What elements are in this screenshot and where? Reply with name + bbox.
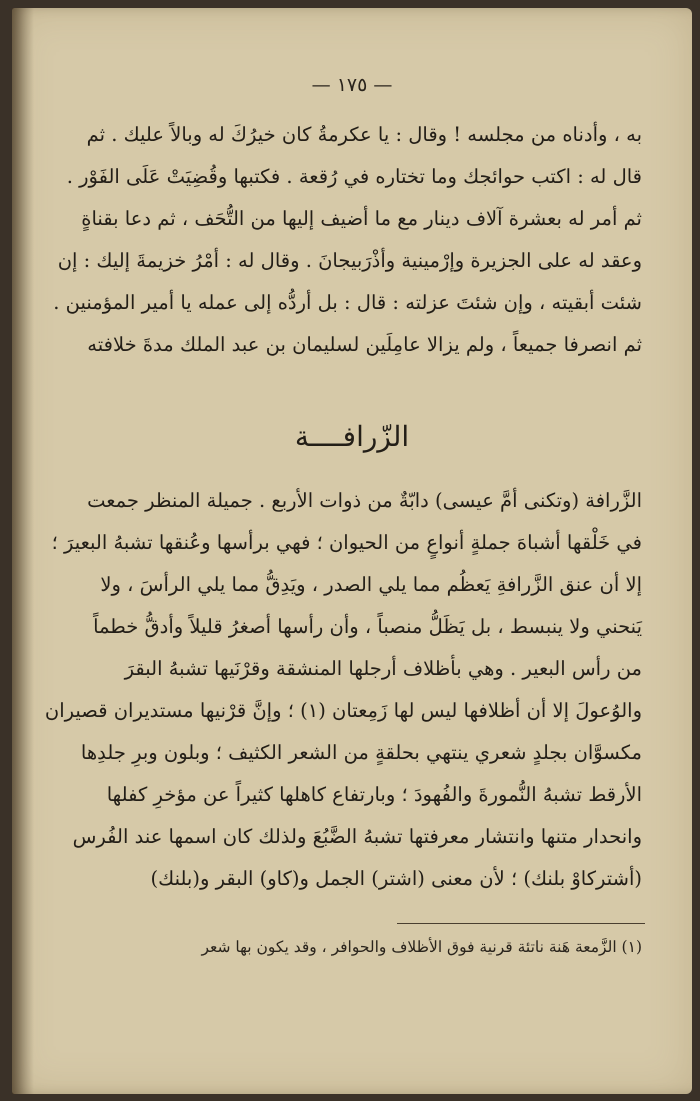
text-line: الأرقط تشبهُ النُّمورةَ والفُهودَ ؛ وبارتفاع كاهلها كثيراً عن مؤخرِ كفلها	[106, 783, 642, 806]
section-title: الزّرافــــة	[294, 420, 410, 453]
top-paragraph	[53, 114, 642, 366]
footnote-divider	[397, 923, 645, 924]
text-line: (أشتركاوْ بلنك) ؛ لأن معنى (اشتر) الجمل و(كاو) البقر و(بلنك)	[150, 867, 642, 890]
body-paragraph	[44, 480, 642, 900]
text-line: به ، وأدناه من مجلسه ! وقال : يا عكرمةُ كان خيرُكَ له وبالاً عليك . ثم	[86, 123, 642, 146]
text-line: والوُعولَ إلا أن أظلافها ليس لها زَمِعتان (١) ؛ وإنَّ قرْنيها مستديران قصيران	[44, 699, 642, 722]
text-line: من رأس البعير . وهي بأظلاف أرجلها المنشقة وقرْنَيها تشبهُ البقرَ	[124, 657, 642, 680]
page-number: — ١٧٥ —	[311, 74, 393, 96]
text-line: الزَّرافة (وتكنى أمَّ عيسى) دابّةٌ من ذوات الأربع . جميلة المنظر جمعت	[87, 489, 642, 512]
text-line: مكسوَّان بجلدٍ شعري ينتهي بحلقةٍ من الشعر الكثيف ؛ وبلون وبرِ جلدِها	[80, 741, 642, 764]
book-page	[12, 8, 692, 1094]
footnote: (١) الزَّمعة هَنة ناتئة قرنية فوق الأظلاف والحوافر ، وقد يكون بها شعر	[201, 938, 642, 956]
text-line: ثم أمر له بعشرة آلاف دينار مع ما أضيف إليها من التُّحَف ، ثم دعا بقناةٍ	[81, 207, 642, 230]
text-line: شئت أبقيته ، وإن شئتَ عزلته : قال : بل أردُّه إلى عمله يا أمير المؤمنين .	[53, 291, 642, 314]
text-line: وانحدار متنها وانتشار معرفتها تشبهُ الضَّبُعَ ولذلك كان اسمها عند الفُرس	[72, 825, 642, 848]
text-line: ثم انصرفا جميعاً ، ولم يزالا عامِلَين لسليمان بن عبد الملك مدةَ خلافته	[87, 333, 642, 356]
page-spine-shadow	[12, 8, 34, 1094]
text-line: إلا أن عنق الزَّرافةِ يَعظُم مما يلي الصدر ، ويَدِقُّ مما يلي الرأسَ ، ولا	[100, 573, 642, 596]
text-line: في خَلْقها أشباهَ جملةٍ أنواعٍ من الحيوان ؛ فهي برأسها وعُنقها تشبهُ البعيرَ ؛	[51, 531, 642, 554]
text-line: قال له : اكتب حوائجك وما تختاره في رُقعة . فكتبها وقُضِيَتْ عَلَى الفَوْر .	[66, 165, 642, 188]
text-line: وعقد له على الجزيرة وإرْمينية وأذْرَبيجانَ . وقال له : أمْرُ خزيمةَ إليك : إن	[57, 249, 642, 272]
text-line: يَنحني ولا ينبسط ، بل يَظَلُّ منصباً ، وأن رأسها أصغرُ قليلاً وأدقُّ خطماً	[93, 615, 642, 638]
